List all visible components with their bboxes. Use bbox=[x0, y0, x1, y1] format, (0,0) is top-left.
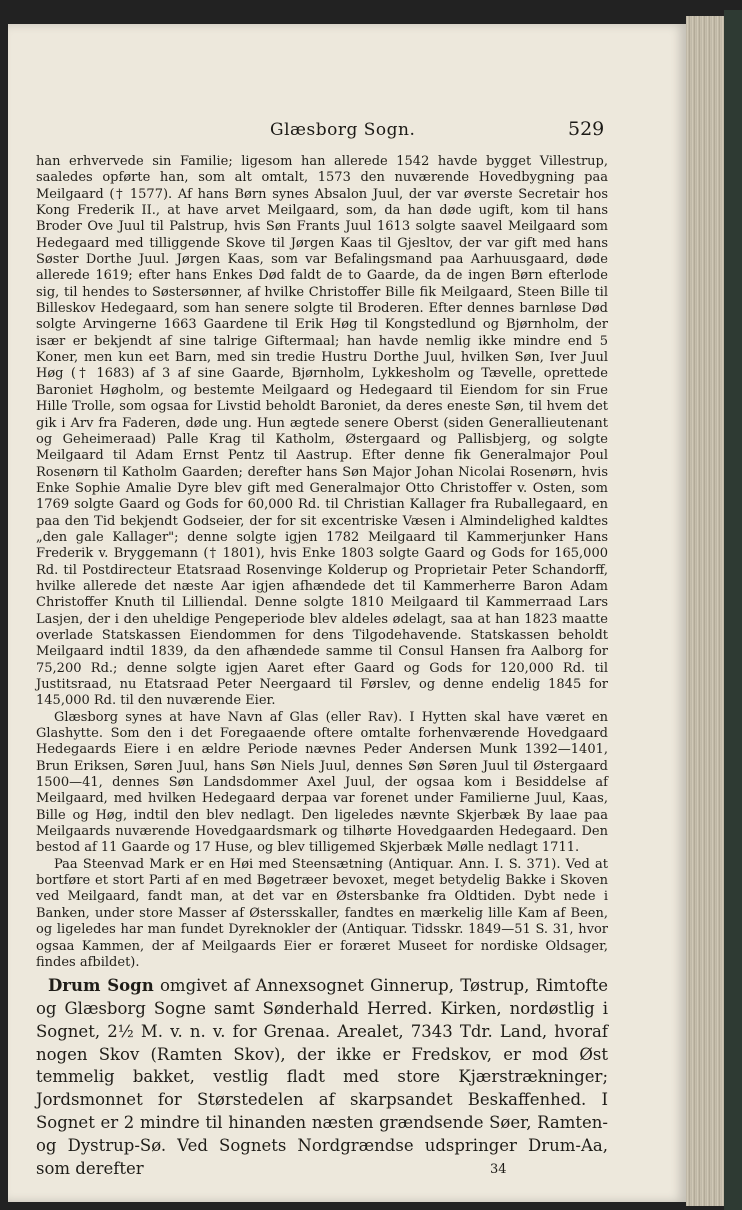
book-page bbox=[8, 24, 686, 1202]
section-paragraph bbox=[36, 975, 608, 1180]
section-text: omgivet af Annexsognet Ginnerup, Tøstrup, Rimtofte og Glæsborg Sogne samt Sønderhald Herred. Kirken, nordøstlig i Sognet, 2½ M. v. n. v. for Grenaa. Arealet, 7343 Tdr. Land, hvoraf nogen Skov (Ramten Skov), der ikke er Fredskov, er mod Øst temmelig bakket, vestlig fladt med store Kjærstrækninger; Jordsmonnet for Størstedelen af skarpsandet Beskaffenhed. I Sognet er 2 mindre til hinanden næsten grændsende Søer, Ramten- og Dystrup-Sø. Ved Sognets Nordgrændse udspringer Drum-Aa, som derefter bbox=[36, 976, 609, 1178]
body-text bbox=[36, 154, 608, 1180]
paragraph: Glæsborg synes at have Navn af Glas (eller Rav). I Hytten skal have været en Glashytte. Som den i det Foregaaende oftere omtalte forhenværende Hovedgaard Hedegaards Eiere i en ældre Periode nævnes Peder Andersen Munk 1392—1401, Brun Eriksen, Søren Juul, hans Søn Niels Juul, dennes Søn Søren Juul til Østergaard 1500—41, dennes Søn Landsdommer Axel Juul, der ogsaa kom i Besiddelse af Meilgaard, med hvilken Hedegaard derpaa var forenet under Familierne Juul, Kaas, Bille og Høg, indtil den blev nedlagt. Den ligeledes nævnte Skjerbæk By laae paa Meilgaards nuværende Hovedgaardsmark og tilhørte Hovedgaarden Hedegaard. Den bestod af 11 Gaarde og 17 Huse, og blev tilligemed Skjerbæk Mølle nedlagt 1711. bbox=[36, 709, 608, 856]
book-cover-edge bbox=[724, 10, 742, 1210]
signature-mark: 34 bbox=[490, 1162, 507, 1177]
running-title: Glæsborg Sogn. bbox=[270, 120, 416, 140]
page-number: 529 bbox=[568, 118, 605, 140]
paragraph: han erhvervede sin Familie; ligesom han allerede 1542 havde bygget Villestrup, saaledes opførte han, som alt omtalt, 1573 den nuværende Hovedbygning paa Meilgaard († 1577). Af hans Børn synes Absalon Juul, der var øverste Secretair hos Kong Frederik II., at have arvet Meilgaard, som, da han døde ugift, kom til hans Broder Ove Juul til Palstrup, hvis Søn Frants Juul 1613 solgte saavel Meilgaard som Hedegaard med tilliggende Skove til Jørgen Kaas til Gjesltov, der var gift med hans Søster Dorthe Juul. Jørgen Kaas, som var Befalingsmand paa Aarhuusgaard, døde allerede 1619; efter hans Enkes Død faldt de to Gaarde, da de ingen Børn efterlode sig, til hendes to Søstersønner, af hvilke Christoffer Bille fik Meilgaard, Steen Bille til Billeskov Hedegaard, som han senere solgte til Broderen. Efter dennes barnløse Død solgte Arvingerne 1663 Gaardene til Erik Høg til Kongstedlund og Bjørnholm, der især er bekjendt af sine talrige Giftermaal; han havde nemlig ikke mindre end 5 Koner, men kun eet Barn, med sin tredie Hustru Dorthe Juul, hvilken Søn, Iver Juul Høg († 1683) af 3 af sine Gaarde, Bjørnholm, Lykkesholm og Tævelle, oprettede Baroniet Høgholm, og bestemte Meilgaard og Hedegaard til Eiendom for sin Frue Hille Trolle, som ogsaa for Livstid beholdt Baroniet, da deres eneste Søn, til hvem det gik i Arv fra Faderen, døde ung. Hun ægtede senere Oberst (siden Generallieutenant og Geheimeraad) Palle Krag til Katholm, Østergaard og Pallisbjerg, og solgte Meilgaard til Adam Ernst Pentz til Aastrup. Efter denne fik Generalmajor Poul Rosenørn til Katholm Gaarden; derefter hans Søn Major Johan Nicolai Rosenørn, hvis Enke Sophie Amalie Dyre blev gift med Generalmajor Otto Christoffer v. Osten, som 1769 solgte Gaard og Gods for 60,000 Rd. til Christian Kallager fra Ruballegaard, en paa den Tid bekjendt Godseier, der for sit excentriske Væsen i Almindelighed kaldtes „den gale Kallager"; denne solgte igjen 1782 Meilgaard til Kammerjunker Hans Frederik v. Bryggemann († 1801), hvis Enke 1803 solgte Gaard og Gods for 165,000 Rd. til Postdirecteur Etatsraad Rosenvinge Kolderup og Proprietair Peter Schandorff, hvilke allerede det næste Aar igjen afhændede det til Kammerherre Baron Adam Christoffer Knuth til Lilliendal. Denne solgte 1810 Meilgaard til Kammerraad Lars Lasjen, der i den uheldige Pengeperiode blev aldeles ødelagt, saa at han 1823 maatte overlade Statskassen Eiendommen for dens Tilgodehavende. Statskassen beholdt Meilgaard indtil 1839, da den afhændede samme til Consul Hansen fra Aalborg for 75,200 Rd.; denne solgte igjen Aaret efter Gaard og Gods for 120,000 Rd. til Justitsraad, nu Etatsraad Peter Neergaard til Førslev, og denne endelig 1845 for 145,000 Rd. til den nuværende Eier. bbox=[36, 154, 608, 709]
section-heading: Drum Sogn bbox=[48, 976, 154, 996]
paragraph: Paa Steenvad Mark er en Høi med Steensætning (Antiquar. Ann. I. S. 371). Ved at bortføre et stort Parti af en med Bøgetræer bevoxet, meget betydelig Bakke i Skoven ved Meilgaard, fandt man, at det var en Østersbanke fra Oldtiden. Dybt nede i Banken, under store Masser af Østersskaller, fandtes en mærkelig lille Kam af Been, og ligeledes har man fundet Dyreknokler der (Antiquar. Tidsskr. 1849—51 S. 31, hvor ogsaa Kammen, der af Meilgaards Eier er foræret Museet for nordiske Oldsager, findes afbildet). bbox=[36, 856, 608, 970]
